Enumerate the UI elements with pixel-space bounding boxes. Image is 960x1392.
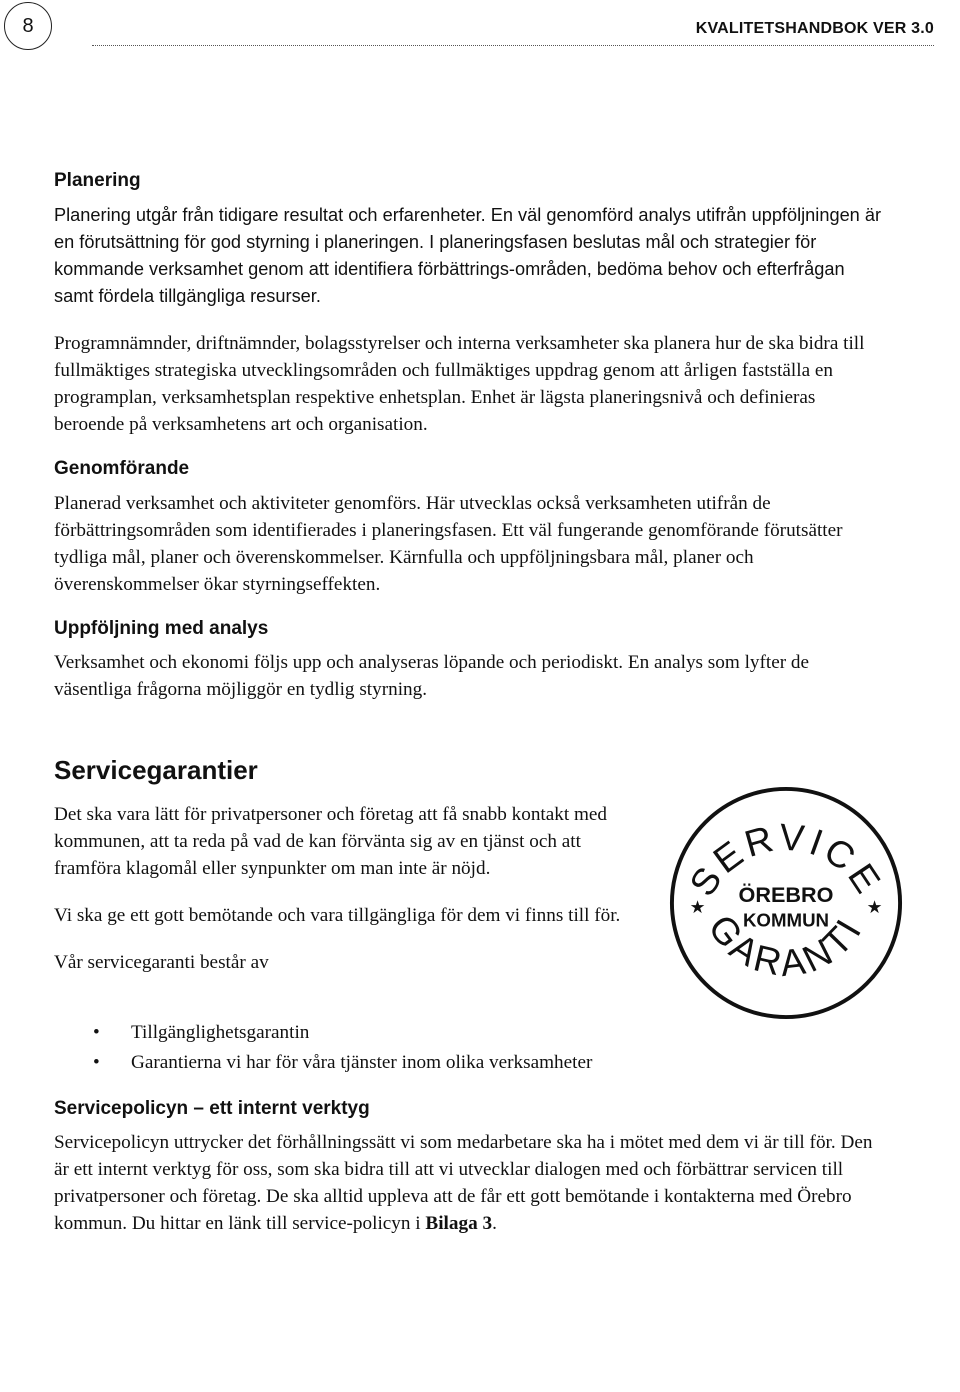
- list-item-text: Garantierna vi har för våra tjänster inom olika verksamheter: [131, 1051, 593, 1073]
- servicegarantier-paragraph-2: Vi ska ge ett gott bemötande och vara tillgängliga för dem vi finns till för.: [54, 904, 621, 926]
- servicepolicyn-paragraph: [54, 1129, 884, 1237]
- seal-right-star-icon: ★: [866, 898, 883, 919]
- seal-left-star-icon: ★: [689, 898, 706, 919]
- heading-genomforande: Genomförande: [54, 457, 190, 479]
- section-servicepolicyn: [54, 1098, 884, 1238]
- servicegaranti-list: [54, 1018, 884, 1078]
- document-header-title: KVALITETSHANDBOK VER 3.0: [695, 20, 934, 37]
- bullet-icon: •: [93, 1051, 100, 1073]
- bilaga-reference: Bilaga 3: [425, 1213, 493, 1235]
- list-item: [93, 1018, 884, 1048]
- genomforande-paragraph: Planerad verksamhet och aktiviteter genomförs. Här utvecklas också verksamheten utifrån de förbättringsområden som identifierades i planeringsfasen. Ett väl fungerande genomförande förutsätter tydliga mål, planer och överenskommelser. Kärnfulla och uppföljningsbara mål, planer och överenskommelser ökar styrningseffekten.: [54, 492, 843, 595]
- bullet-icon: •: [93, 1021, 100, 1043]
- section-genomforande: [54, 458, 884, 598]
- heading-servicegarantier: Servicegarantier: [54, 755, 258, 786]
- servicepolicyn-paragraph-end: .: [492, 1213, 497, 1235]
- section-planering: [54, 170, 884, 438]
- heading-uppfoljning: Uppföljning med analys: [54, 617, 269, 639]
- servicepolicyn-paragraph-text: Servicepolicyn uttrycker det förhållningssätt vi som medarbetare ska ha i mötet med dem vi är till för. Den är ett internt verktyg för oss, som ska bidra till att vi utvecklar dialogen med och förbättrar servicen till privatpersoner och företag. De ska alltid uppleva att de får ett gott bemötande i kontakterna med Örebro kommun. Du hittar en länk till service-policyn i: [54, 1132, 873, 1235]
- uppfoljning-paragraph: Verksamhet och ekonomi följs upp och analyseras löpande och periodiskt. En analys som lyfter de väsentliga frågorna möjliggör en tydlig styrning.: [54, 652, 810, 701]
- service-garanti-seal-icon: [668, 785, 904, 1021]
- section-servicegarantier: [54, 755, 892, 1077]
- servicegaranti-list-intro: Vår servicegaranti består av: [54, 951, 269, 973]
- planering-paragraph-2: Programnämnder, driftnämnder, bolagsstyrelser och interna verksamheter ska planera hur de ska bidra till fullmäktiges strategiska utvecklingsområden och fullmäktiges uppdrag genom att årligen fastställa en programplan, verksamhetsplan respektive enhetsplan. Enhet är lägsta planeringsnivå och definieras beroende på verksamhetens art och organisation.: [54, 332, 865, 435]
- servicegarantier-paragraph-1: Det ska vara lätt för privatpersoner och företag att få snabb kontakt med kommunen, att ta reda på vad de kan förvänta sig av en tjänst och att framföra klagomål eller synpunkter om man inte är nöjd.: [54, 803, 608, 879]
- heading-servicepolicyn: Servicepolicyn – ett internt verktyg: [54, 1097, 370, 1119]
- list-item-text: Tillgänglighetsgarantin: [131, 1021, 310, 1043]
- planering-paragraph-1: Planering utgår från tidigare resultat och erfarenheter. En väl genomförd analys utifrån uppföljningen är en förutsättning för god styrning i planeringen. I planeringsfasen beslutas mål och strategier för kommande verksamhet genom att identifiera förbättrings-områden, bedöma behov och efterfrågan samt fördela tillgängliga resurser.: [54, 204, 882, 306]
- seal-center-line-2: KOMMUN: [742, 909, 830, 931]
- page-number-badge: [4, 2, 52, 50]
- list-item: [93, 1048, 884, 1078]
- section-uppfoljning: [54, 618, 884, 704]
- page-number: 8: [22, 14, 34, 37]
- header-dotted-rule: [92, 45, 934, 46]
- seal-center-line-1: ÖREBRO: [738, 882, 834, 908]
- page-content: [54, 170, 892, 1237]
- heading-planering: Planering: [54, 170, 141, 191]
- seal-bottom-arc-text: GARANTI: [700, 907, 872, 985]
- seal-top-arc-text: SERVICE: [680, 815, 892, 904]
